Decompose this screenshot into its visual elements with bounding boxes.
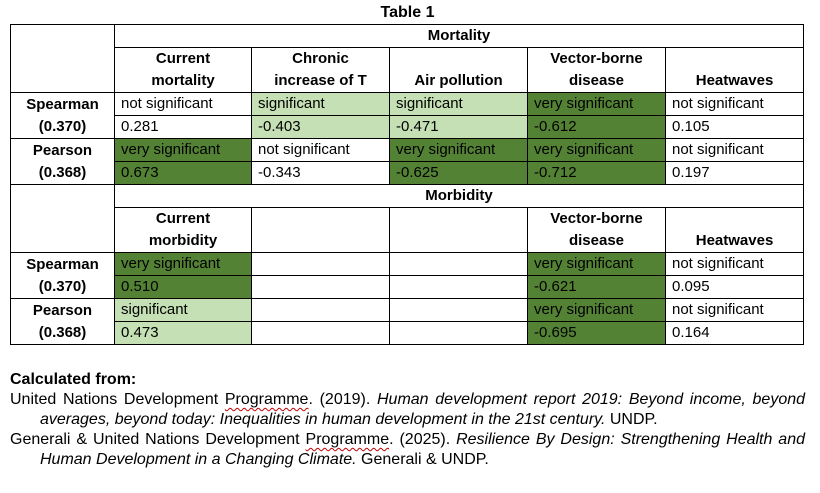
column-header-line: Heatwaves [695, 232, 774, 249]
reference-title: Resilience By Design: Strengthening Health and Human Development in a Changing Climate. [40, 431, 806, 468]
column-header-line: increase of T [274, 72, 367, 89]
significance-cell: very significant [528, 299, 666, 322]
reference-2: Generali & United Nations Development Programme. (2025). Resilience By Design: Strengthening Health and Human Development in a Changing Climate. Generali & UNDP. [10, 431, 806, 468]
significance-cell [252, 299, 390, 322]
reference-title: Human development report 2019: Beyond income, beyond averages, beyond today: Inequalities in human development in the 21st century. [40, 391, 806, 428]
value-cell: 0.673 [115, 162, 252, 185]
significance-cell: significant [390, 93, 528, 116]
column-header-line [258, 219, 383, 241]
significance-cell [390, 299, 528, 322]
significance-cell: not significant [666, 299, 804, 322]
column-header-line: Vector-borne [550, 210, 643, 227]
value-cell: -0.695 [528, 322, 666, 345]
column-header-line [672, 48, 797, 70]
value-cell [390, 322, 528, 345]
significance-cell: very significant [390, 139, 528, 162]
table-row [11, 299, 804, 322]
value-cell: -0.625 [390, 162, 528, 185]
row-header [11, 93, 115, 139]
significance-cell: very significant [528, 253, 666, 276]
column-header-line: mortality [151, 72, 215, 89]
column-header [252, 48, 390, 93]
column-header-line: morbidity [148, 232, 218, 249]
significance-cell: not significant [666, 139, 804, 162]
column-header-line: disease [568, 72, 625, 89]
column-header-line: Current [155, 50, 211, 67]
significance-cell: very significant [528, 93, 666, 116]
table-row [11, 253, 804, 276]
column-header-line: disease [568, 232, 625, 249]
mortality-section-row [11, 25, 804, 48]
value-cell: 0.281 [115, 116, 252, 139]
significance-cell [252, 253, 390, 276]
value-cell: -0.471 [390, 116, 528, 139]
table-row [11, 139, 804, 162]
value-cell: 0.510 [115, 276, 252, 299]
table-row [11, 93, 804, 116]
significance-cell: very significant [115, 139, 252, 162]
references [10, 370, 805, 470]
column-header [528, 208, 666, 253]
column-header-line: Current [155, 210, 211, 227]
spellcheck-mark: Programme [305, 431, 390, 448]
corner-cell [11, 185, 115, 253]
row-header-coefficient: (0.368) [38, 163, 87, 181]
value-cell: -0.712 [528, 162, 666, 185]
spellcheck-mark: Programme [224, 391, 309, 408]
reference-1: United Nations Development Programme. (2019). Human development report 2019: Beyond income, beyond averages, beyond today: Inequalities in human development in the 21st century. UNDP. [10, 391, 806, 428]
value-cell [252, 276, 390, 299]
column-header [390, 48, 528, 93]
value-cell: 0.095 [666, 276, 804, 299]
significance-cell: not significant [666, 93, 804, 116]
significance-cell: not significant [252, 139, 390, 162]
value-cell: 0.105 [666, 116, 804, 139]
column-header-line [396, 219, 521, 241]
references-heading: Calculated from: [10, 371, 137, 388]
column-header [252, 208, 390, 253]
value-cell: -0.403 [252, 116, 390, 139]
column-header [115, 208, 252, 253]
value-cell: -0.612 [528, 116, 666, 139]
row-header-method: Pearson [32, 141, 93, 159]
row-header [11, 299, 115, 345]
column-header-row [11, 48, 804, 93]
section-header: Morbidity [115, 185, 804, 208]
table-row [11, 162, 804, 185]
row-header-coefficient: (0.370) [38, 277, 87, 295]
row-header-coefficient: (0.368) [38, 323, 87, 341]
row-header [11, 253, 115, 299]
row-header-method: Pearson [32, 301, 93, 319]
column-header [390, 208, 528, 253]
correlation-table [10, 24, 804, 345]
value-cell: 0.164 [666, 322, 804, 345]
column-header-line: Vector-borne [550, 50, 643, 67]
significance-cell: not significant [666, 253, 804, 276]
value-cell: -0.621 [528, 276, 666, 299]
table-row [11, 322, 804, 345]
row-header-method: Spearman [26, 255, 99, 273]
significance-cell [390, 253, 528, 276]
row-header [11, 139, 115, 185]
value-cell: 0.197 [666, 162, 804, 185]
value-cell [390, 276, 528, 299]
column-header-line: Heatwaves [695, 72, 774, 89]
row-header-coefficient: (0.370) [38, 117, 87, 135]
table-title: Table 1 [380, 4, 435, 21]
column-header-line [396, 48, 521, 70]
value-cell: 0.473 [115, 322, 252, 345]
column-header [666, 48, 804, 93]
column-header-line [672, 208, 797, 230]
corner-cell [11, 25, 115, 93]
table-row [11, 116, 804, 139]
significance-cell: significant [115, 299, 252, 322]
section-header: Mortality [115, 25, 804, 48]
morbidity-section-row [11, 185, 804, 208]
significance-cell: very significant [115, 253, 252, 276]
row-header-method: Spearman [26, 95, 99, 113]
significance-cell: significant [252, 93, 390, 116]
column-header [528, 48, 666, 93]
significance-cell: very significant [528, 139, 666, 162]
value-cell [252, 322, 390, 345]
column-header [666, 208, 804, 253]
column-header [115, 48, 252, 93]
significance-cell: not significant [115, 93, 252, 116]
column-header-row [11, 208, 804, 253]
value-cell: -0.343 [252, 162, 390, 185]
column-header-line: Air pollution [414, 72, 503, 89]
table-row [11, 276, 804, 299]
column-header-line: Chronic [292, 50, 349, 67]
